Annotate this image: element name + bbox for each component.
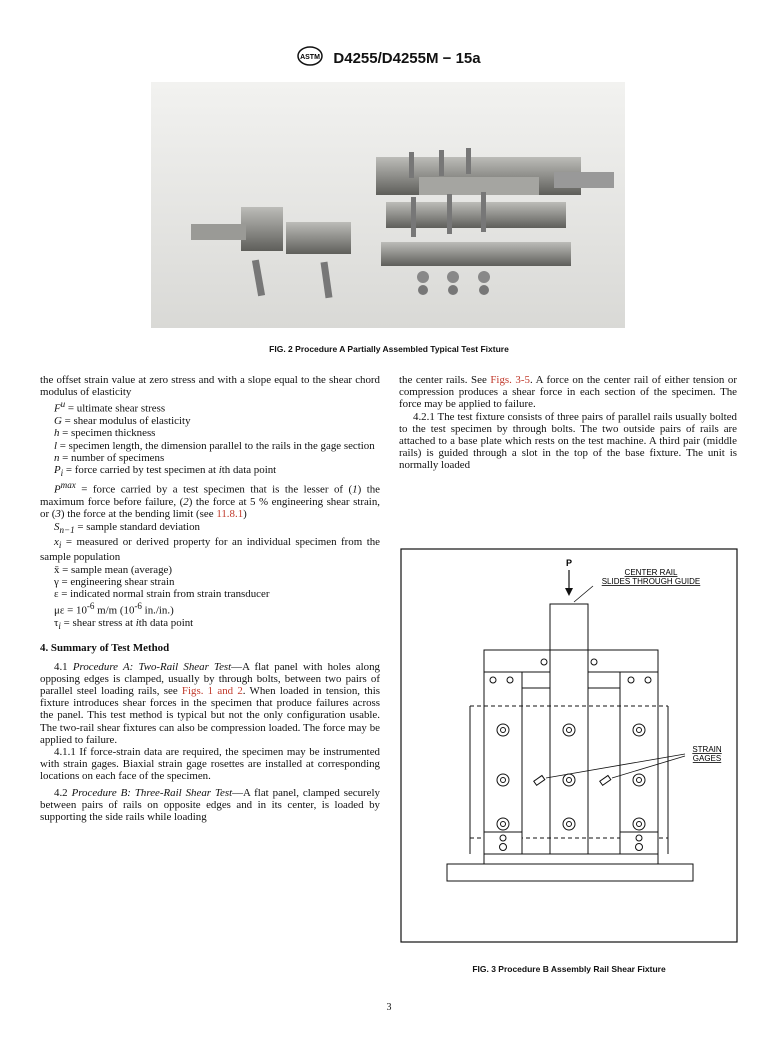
- fig2-photo: [151, 82, 625, 328]
- paragraph: the offset strain value at zero stress and with a slope equal to the shear chord modulus of elasticity: [40, 374, 380, 399]
- fig2-caption: FIG. 2 Procedure A Partially Assembled Typical Test Fixture: [269, 344, 509, 354]
- standard-code: D4255/D4255M − 15a: [333, 50, 481, 67]
- definition: $x_i$ = measured or derived property for an individual specimen from the sample population: [40, 536, 380, 564]
- paragraph: 4.2.1 The test fixture consists of three pairs of parallel rails usually bolted to the test specimen by through bolts. The two outside pairs of rails are attached to a base plate which rests on the test machine. A third pair (middle rails) is guided through a slot in the top of the base fixture. The unit is normally loaded: [399, 410, 737, 472]
- definition: ε = indicated normal strain from strain transducer: [54, 588, 270, 601]
- center-rail-label: SLIDES THROUGH GUIDE: [601, 577, 701, 586]
- page-number: 3: [386, 1002, 392, 1013]
- section-heading: 4. Summary of Test Method: [40, 642, 170, 655]
- fig3-caption: FIG. 3 Procedure B Assembly Rail Shear Fixture: [472, 964, 666, 974]
- figure-link[interactable]: Figs. 3-5: [490, 374, 530, 386]
- center-rail-label: CENTER RAIL: [624, 568, 678, 577]
- paragraph: 4.2 Procedure B: Three-Rail Shear Test—A flat panel, clamped securely between pairs of rails on opposite edges and in its center, is loaded by supporting the side rails while loading: [40, 786, 380, 824]
- definition: $P^{max}$ = force carried by a test specimen that is the lesser of (1) the maximum force before failure, (2) the force at 5 % engineering shear strain, or (3) the force at the bending limit (see 11.8.1): [40, 480, 381, 521]
- astm-logo-icon: [297, 46, 323, 71]
- definition: n = number of specimens: [54, 451, 165, 464]
- right-column: [399, 374, 737, 472]
- paragraph: 4.1.1 If force-strain data are required, the specimen may be instrumented with strain gages. Biaxial strain gage rosettes are installed at corresponding locations on each face of the specimen.: [40, 746, 380, 783]
- svg-text:ASTM: ASTM: [300, 54, 321, 61]
- definition: h = specimen thickness: [54, 427, 156, 440]
- section-link[interactable]: 11.8.1: [216, 508, 244, 521]
- definition: γ = engineering shear strain: [54, 575, 175, 588]
- definition: l = specimen length, the dimension parallel to the rails in the gage section: [54, 439, 375, 452]
- strain-gages-label: STRAIN: [692, 745, 722, 754]
- definition: $\mu\varepsilon = 10^{-6}$ m/m ($10^{-6}$ in./in.): [54, 601, 174, 617]
- definition: $F^u$ = ultimate shear stress: [54, 399, 166, 416]
- strain-gages-label: GAGES: [692, 754, 722, 763]
- definition: $P_i$ = force carried by test specimen at ith data point: [54, 464, 277, 479]
- page-header: [0, 46, 778, 71]
- paragraph: the center rails. See Figs. 3-5. A force on the center rail of either tension or compression produces a shear force in each section of the specimen. The force may be applied to failure.: [399, 374, 738, 411]
- definition: $\tau_i$ = shear stress at ith data point: [54, 617, 194, 632]
- fig3-diagram: [400, 548, 738, 948]
- paragraph: 4.1 Procedure A: Two-Rail Shear Test—A flat panel with holes along opposing edges is clamped, usually by through bolts, between two pairs of parallel steel loading rails, see Figs. 1 and 2. When loaded in tension, this fixture introduces shear forces in the specimen that produce failures across the panel. This test method is typical but not the only configuration usable. The two-rail shear fixtures can also be compression loaded. The force may be applied to failure.: [40, 660, 380, 746]
- definition: $S_{n-1}$ = sample standard deviation: [54, 520, 200, 535]
- figure-link[interactable]: Figs. 1 and 2: [181, 685, 243, 698]
- load-label: P: [565, 558, 573, 568]
- left-column: [40, 374, 380, 823]
- definition: x̄ = sample mean (average): [54, 563, 173, 576]
- definition: G = shear modulus of elasticity: [54, 415, 191, 428]
